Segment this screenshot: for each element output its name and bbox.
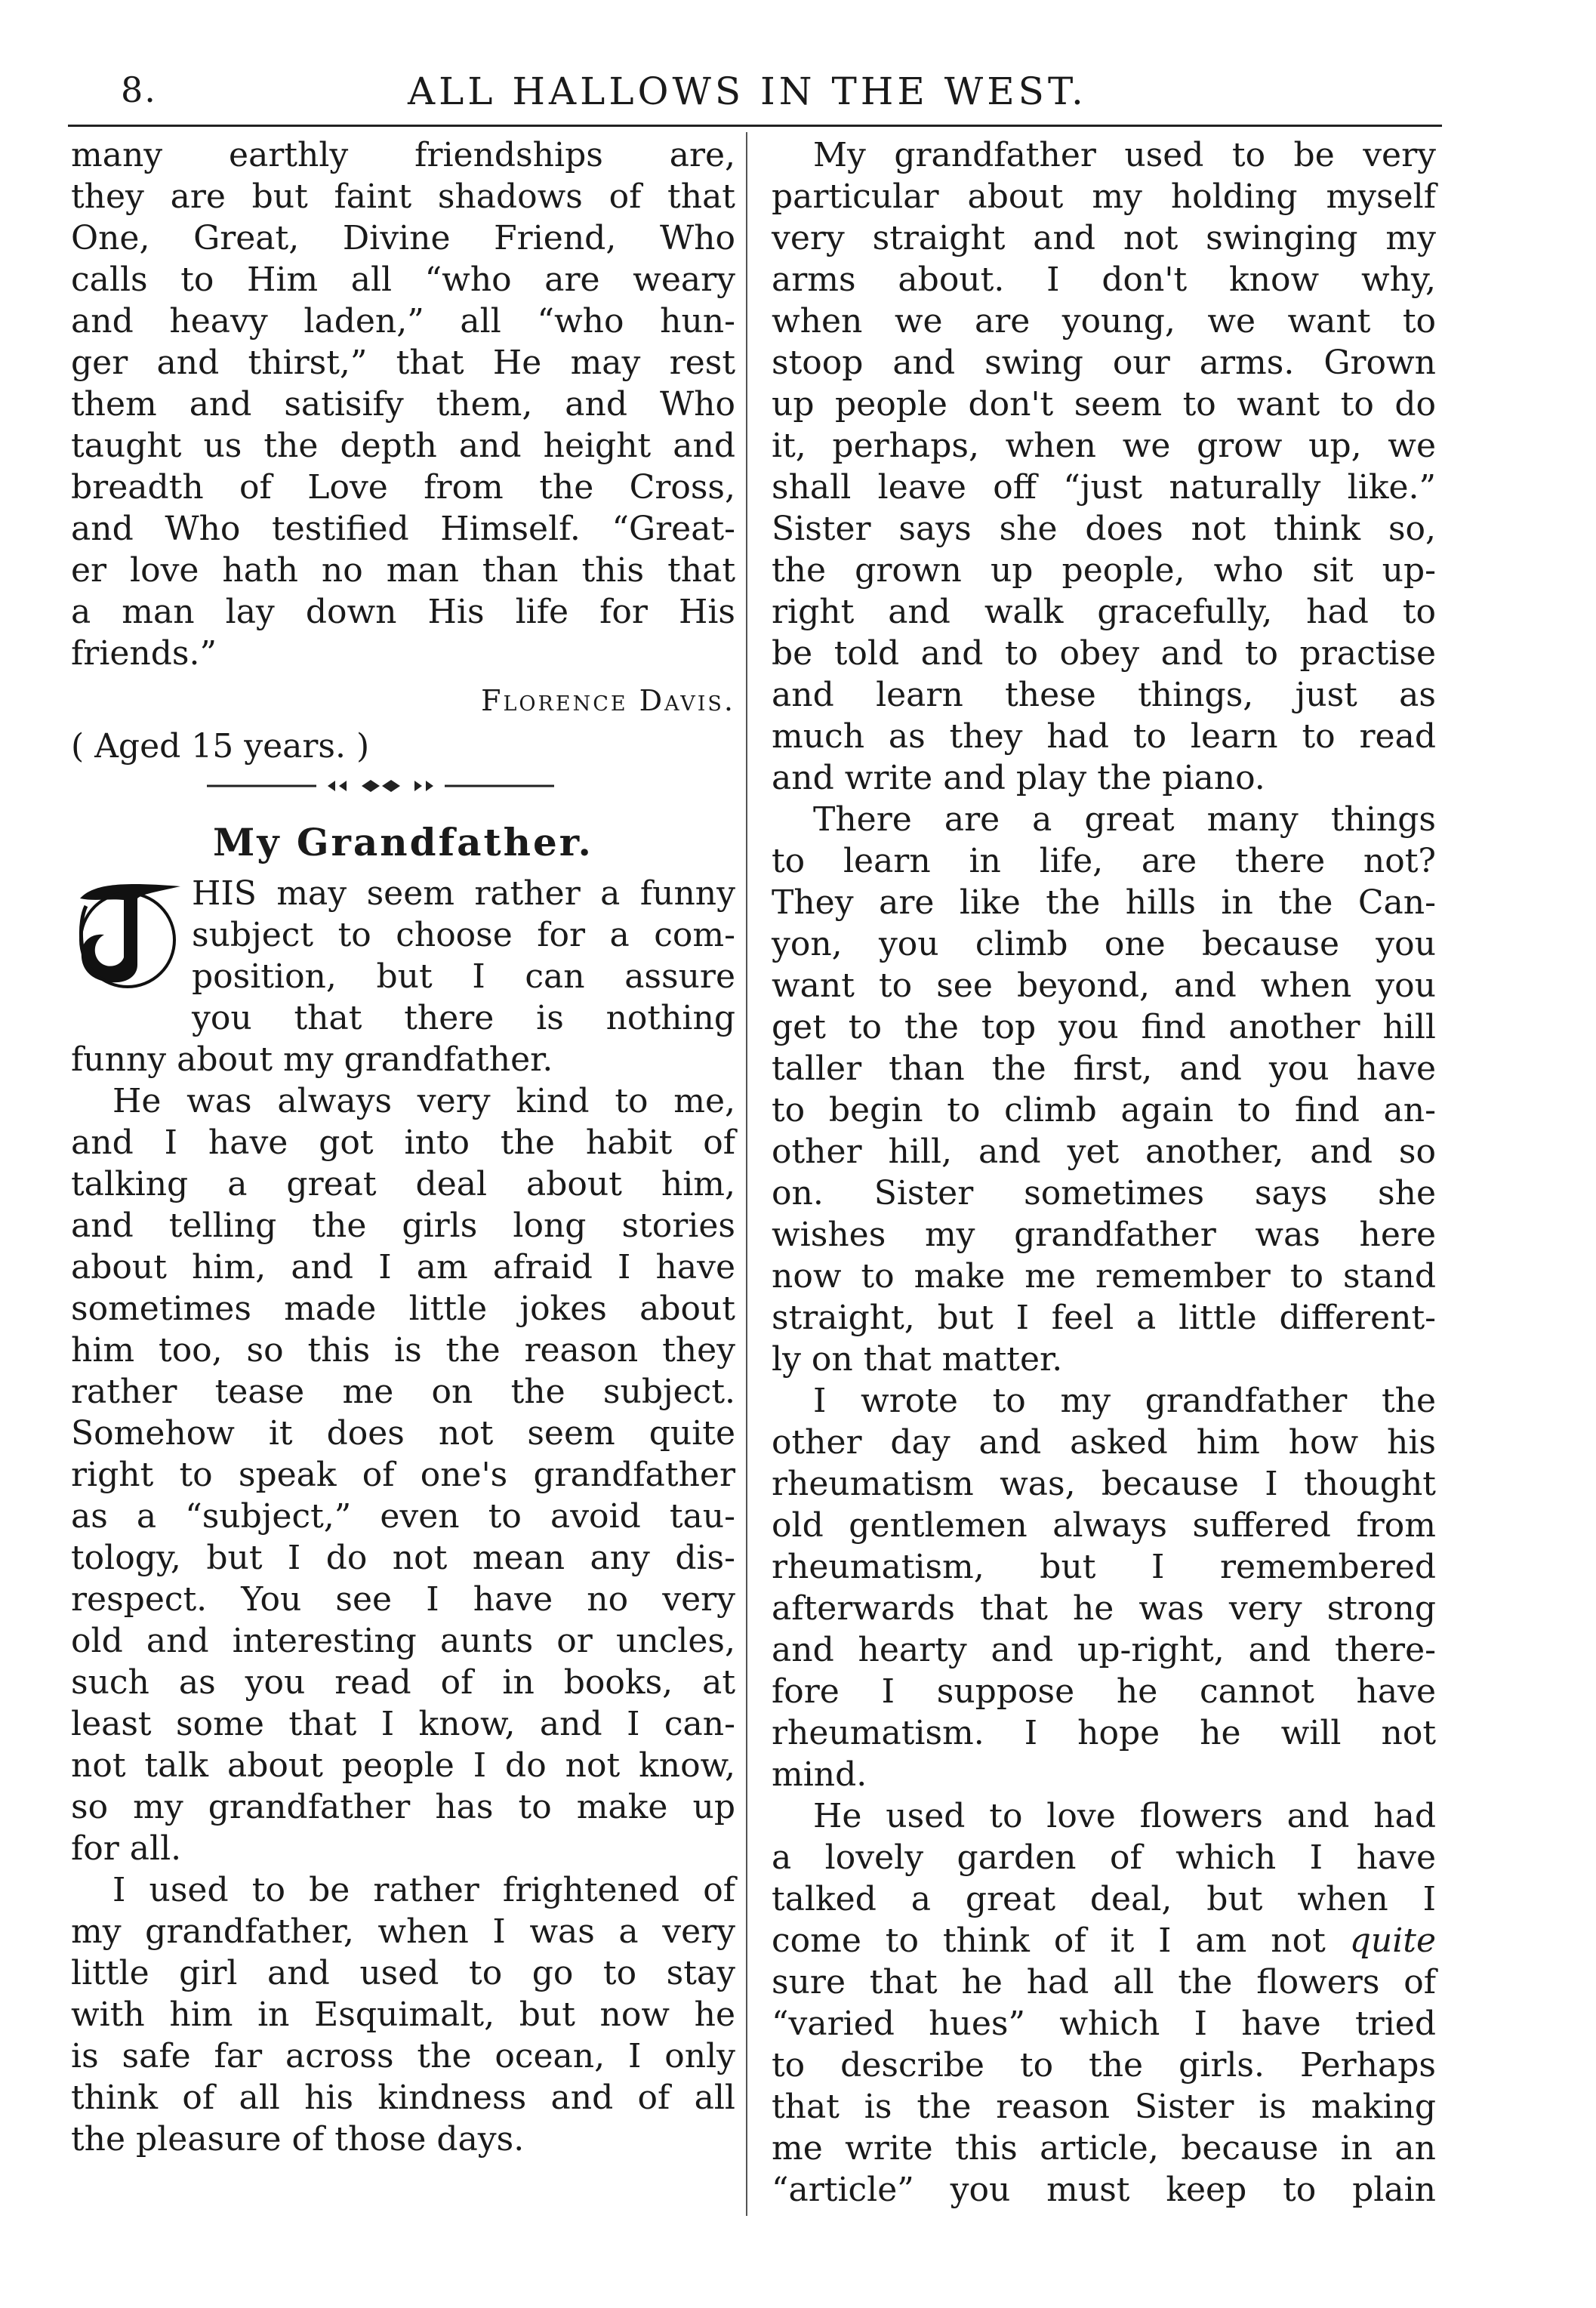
text-line: er love hath no man than this that [71,551,735,590]
paragraph-4 [772,1795,1436,2211]
text-line: talked a great deal, but when I [772,1880,1436,1918]
text-line: Somehow it does not seem quite [71,1414,735,1453]
author-signature: Florence Davis. [481,684,735,717]
text-line: “article” you must keep to plain [772,2171,1436,2209]
text-line: as a “subject,” even to avoid tau- [71,1497,735,1536]
text-line: rheumatism. I hope he will not [772,1714,1436,1752]
continuation-paragraph [71,134,735,674]
text-line: I used to be rather frightened of [112,1871,735,1909]
text-line: get to the top you find another hill [772,1008,1436,1046]
text-line: be told and to obey and to practise [772,634,1436,673]
text-line: afterwards that he was very strong [772,1589,1436,1628]
text-line: now to make me remember to stand [772,1257,1436,1296]
text-line: old and interesting aunts or uncles, [71,1622,735,1660]
text-line: HIS may seem rather a funny [192,874,735,913]
text-line: ly on that matter. [772,1340,1063,1379]
text-line: taught us the depth and height and [71,427,735,465]
text-line: to learn in life, are there not? [772,842,1436,880]
text-line: and Who testified Himself. “Great- [71,510,735,548]
text-line: want to see beyond, and when you [772,966,1436,1005]
text-line: “varied hues” which I have tried [772,2004,1436,2043]
text-line: He was always very kind to me, [112,1082,735,1120]
italic-text: quite [1349,1921,1436,1960]
text-line: yon, you climb one because you [772,925,1436,963]
text-line: think of all his kindness and of all [71,2078,735,2117]
text-line: to describe to the girls. Perhaps [772,2046,1436,2085]
text-line: and write and play the piano. [772,759,1265,797]
text-line: him too, so this is the reason they [71,1331,735,1370]
paragraph-3 [772,1380,1436,1795]
running-title: ALL HALLOWS IN THE WEST. [408,69,1087,113]
page-header [68,69,1427,122]
text-line: talking a great deal about him, [71,1165,735,1203]
text-line: There are a great many things [813,800,1436,839]
text-line: with him in Esquimalt, but now he [71,1995,735,2034]
text-line: you that there is nothing [192,999,735,1037]
opening-tail-line: funny about my grandfather. [71,1040,553,1079]
paragraph-2 [772,799,1436,1380]
text-line: other hill, and yet another, and so [772,1132,1436,1171]
text-line: taller than the first, and you have [772,1049,1436,1088]
text-line: breadth of Love from the Cross, [71,468,735,507]
text-line: about him, and I am afraid I have [71,1248,735,1287]
text-line: so my grandfather has to make up [71,1788,735,1826]
text-span: come to think of it I am not [772,1921,1326,1960]
text-line: wishes my grandfather was here [772,1216,1436,1254]
text-line: on. Sister sometimes says she [772,1174,1436,1213]
text-line: stoop and swing our arms. Grown [772,344,1436,382]
text-line: very straight and not swinging my [772,219,1436,257]
text-line: respect. You see I have no very [71,1580,735,1619]
right-column [772,134,1436,2211]
text-line: Sister says she does not think so, [772,510,1436,548]
text-line: other day and asked him how his [772,1423,1436,1462]
text-line: One, Great, Divine Friend, Who [71,219,735,257]
text-line: much as they had to learn to read [772,717,1436,756]
text-line: and I have got into the habit of [71,1123,735,1162]
text-line: rheumatism, but I remembered [772,1548,1436,1586]
text-line: and heavy laden,” all “who hun- [71,302,735,340]
opening-paragraph [71,873,735,1080]
text-line: my grandfather, when I was a very [71,1912,735,1951]
section-ornament [71,767,735,812]
text-line: to begin to climb again to find an- [772,1091,1436,1129]
ornament-divider-icon [207,775,569,797]
text-line: old gentlemen always suffered from [772,1506,1436,1545]
paragraph-1 [772,134,1436,799]
text-line [772,1920,1436,1961]
text-line: it, perhaps, when we grow up, we [772,427,1436,465]
text-line: a man lay down His life for His [71,593,735,631]
text-line: and hearty and up-right, and there- [772,1631,1436,1669]
text-line: sometimes made little jokes about [71,1290,735,1328]
text-line: particular about my holding myself [772,177,1436,216]
text-line: fore I suppose he cannot have [772,1672,1436,1711]
column-divider [746,132,747,2216]
text-line: is safe far across the ocean, I only [71,2037,735,2075]
text-line: a lovely garden of which I have [772,1838,1436,1877]
text-line: ger and thirst,” that He may rest [71,344,735,382]
text-line: rather tease me on the subject. [71,1373,735,1411]
author-age-note: ( Aged 15 years. ) [71,727,370,766]
text-line: I wrote to my grandfather the [813,1382,1436,1420]
text-line: tology, but I do not mean any dis- [71,1539,735,1577]
text-line: right to speak of one's grandfather [71,1456,735,1494]
text-line: and learn these things, just as [772,676,1436,714]
text-line: and telling the girls long stories [71,1206,735,1245]
text-line: such as you read of in books, at [71,1663,735,1702]
text-line: for all. [71,1829,182,1868]
text-line: My grandfather used to be very [813,136,1436,174]
paragraph-3 [71,1869,735,2160]
text-line: many earthly friendships are, [71,136,735,174]
header-rule [68,125,1442,127]
drop-cap-t-icon [71,876,184,989]
text-line: They are like the hills in the Can- [772,883,1436,922]
page-number: 8. [121,69,157,110]
text-line: not talk about people I do not know, [71,1746,735,1785]
text-line: them and satisify them, and Who [71,385,735,424]
text-line: arms about. I don't know why, [772,260,1436,299]
text-line: He used to love flowers and had [813,1797,1436,1835]
text-line: me write this article, because in an [772,2129,1436,2168]
text-line: subject to choose for a com- [192,916,735,954]
text-line: they are but faint shadows of that [71,177,735,216]
left-column [71,134,735,2160]
text-line: position, but I can assure [192,957,735,996]
text-line: calls to Him all “who are weary [71,260,735,299]
text-line: rheumatism was, because I thought [772,1465,1436,1503]
text-line: when we are young, we want to [772,302,1436,340]
text-line: little girl and used to go to stay [71,1954,735,1992]
paragraph-2 [71,1080,735,1869]
text-line: friends.” [71,634,217,673]
text-line: the grown up people, who sit up- [772,551,1436,590]
text-line: least some that I know, and I can- [71,1705,735,1743]
text-line: up people don't seem to want to do [772,385,1436,424]
article-title: My Grandfather. [213,820,593,864]
text-line: right and walk gracefully, had to [772,593,1436,631]
text-line: mind. [772,1755,867,1794]
text-line: sure that he had all the flowers of [772,1963,1436,2001]
text-line: shall leave off “just naturally like.” [772,468,1436,507]
text-line: the pleasure of those days. [71,2120,525,2159]
text-line: that is the reason Sister is making [772,2088,1436,2126]
text-line: straight, but I feel a little different- [772,1299,1436,1337]
